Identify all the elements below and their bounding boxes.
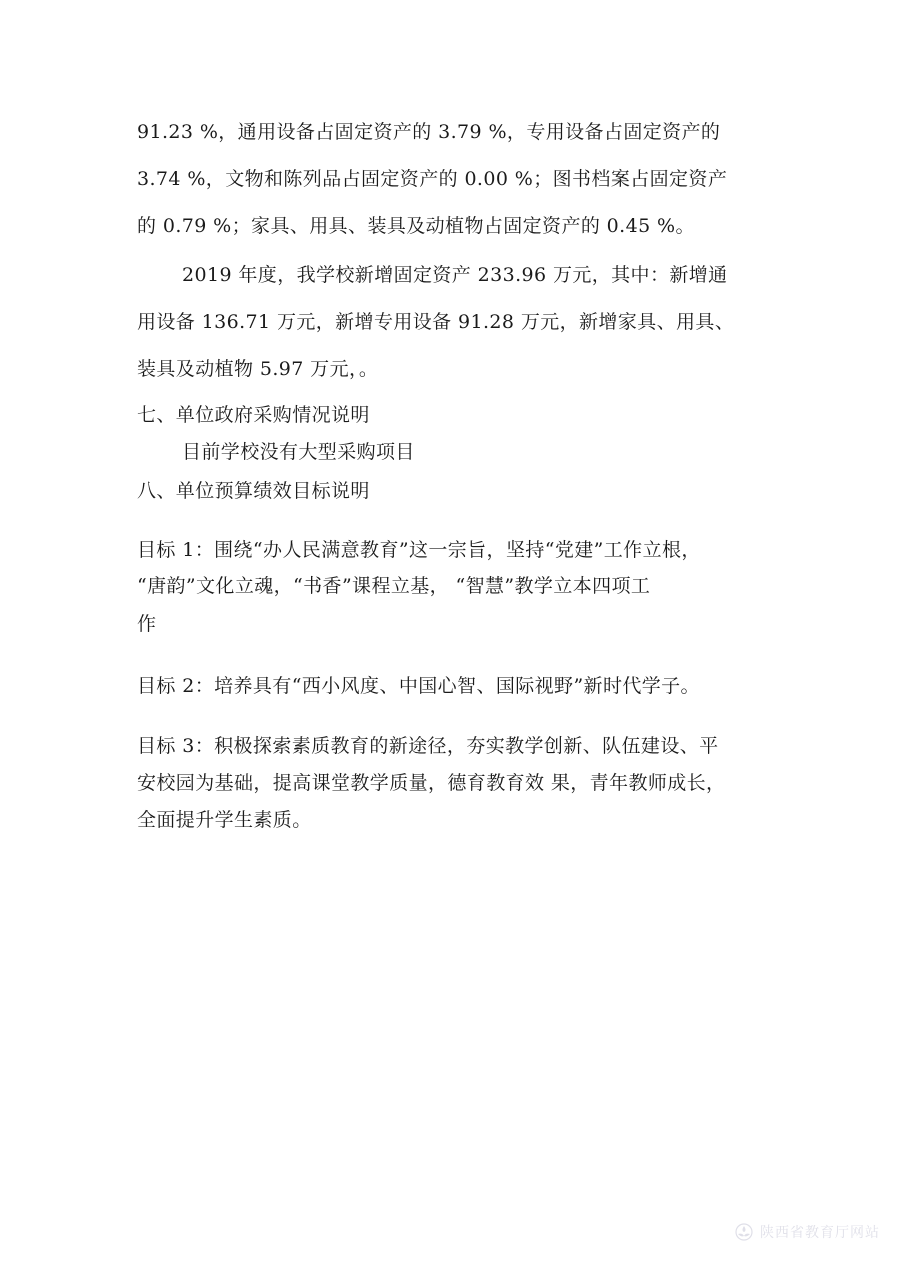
new-assets-paragraph-line-1: 2019 年度，我学校新增固定资产 233.96 万元，其中：新增通 [182, 264, 728, 286]
goal-3-line-1: 目标 3：积极探索素质教育的新途径，夯实教学创新、队伍建设、平 [137, 735, 719, 757]
assets-paragraph-line-1: 91.23 %，通用设备占固定资产的 3.79 %，专用设备占固定资产的 [137, 121, 721, 143]
goal-1-line-2: “唐韵”文化立魂，“书香”课程立基， “智慧”教学立本四项工 [137, 575, 651, 597]
flower-logo-icon [734, 1222, 754, 1242]
assets-paragraph-line-2: 3.74 %，文物和陈列品占固定资产的 0.00 %；图书档案占固定资产 [137, 168, 728, 190]
assets-paragraph-line-3: 的 0.79 %；家具、用具、装具及动植物占固定资产的 0.45 %。 [137, 215, 695, 237]
section-7-body: 目前学校没有大型采购项目 [182, 441, 415, 463]
watermark-text: 陕西省教育厅网站 [760, 1225, 880, 1241]
goal-3-line-2: 安校园为基础，提高课堂教学质量，德育教育效 果，青年教师成长， [137, 772, 726, 794]
section-8-heading: 八、单位预算绩效目标说明 [137, 480, 370, 502]
goal-2-line-1: 目标 2：培养具有“西小风度、中国心智、国际视野”新时代学子。 [137, 675, 700, 697]
goal-1-line-3: 作 [137, 613, 157, 635]
section-7-heading: 七、单位政府采购情况说明 [137, 404, 370, 426]
site-watermark [734, 1222, 880, 1242]
new-assets-paragraph-line-3: 装具及动植物 5.97 万元，。 [137, 358, 379, 380]
new-assets-paragraph-line-2: 用设备 136.71 万元，新增专用设备 91.28 万元，新增家具、用具、 [137, 311, 735, 333]
goal-3-line-3: 全面提升学生素质。 [137, 809, 312, 831]
goal-1-line-1: 目标 1：围绕“办人民满意教育”这一宗旨，坚持“党建”工作立根， [137, 539, 701, 561]
